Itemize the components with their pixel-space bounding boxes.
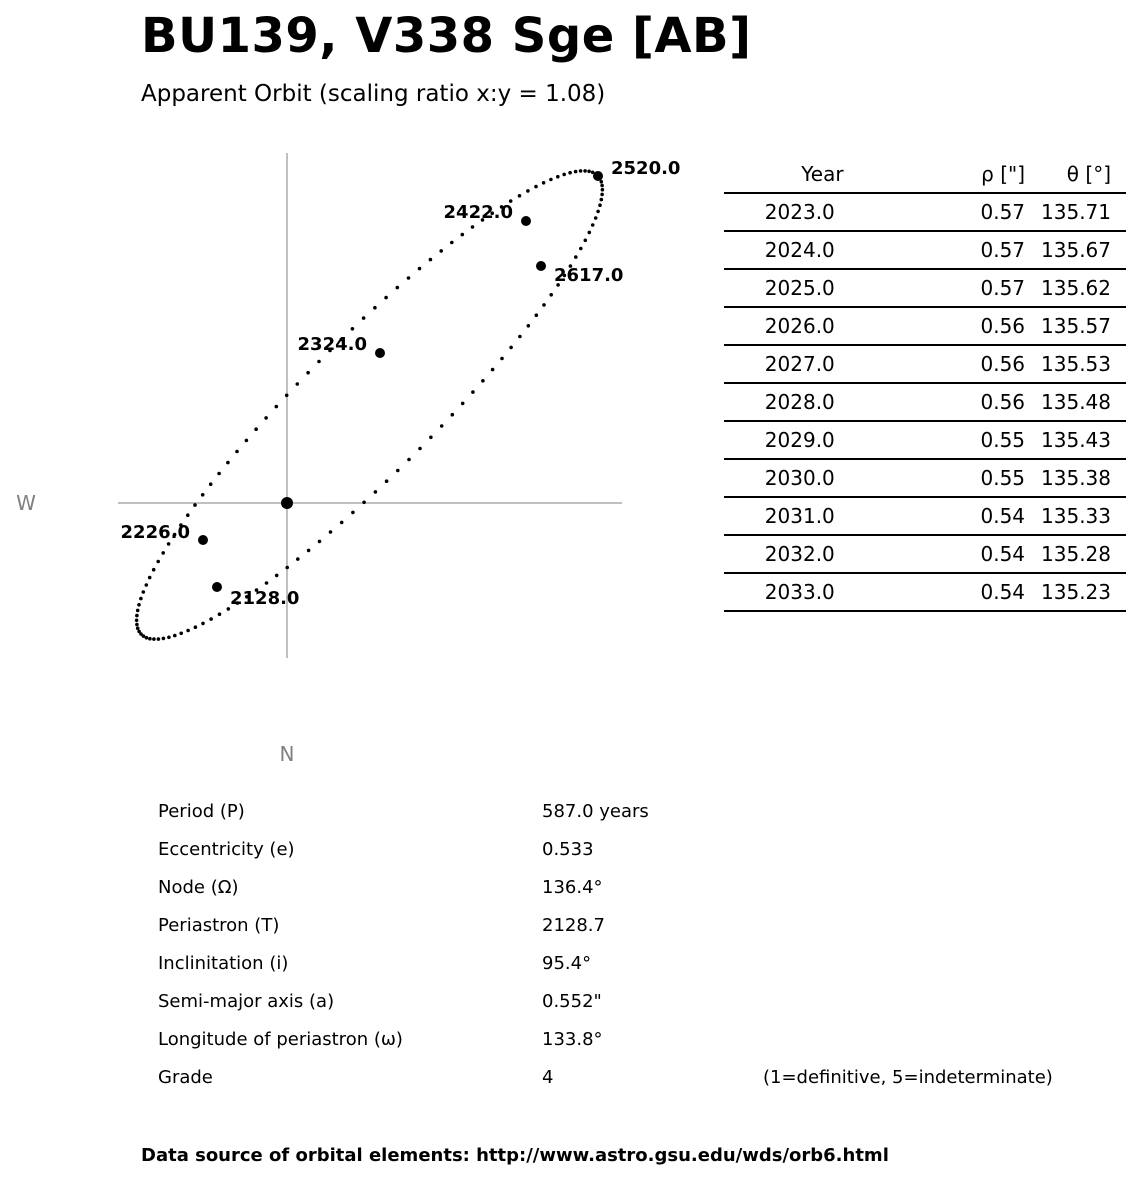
element-row [158,831,1118,869]
orbit-point [534,185,538,189]
ephemeris-row [724,497,1126,535]
element-row [158,983,1118,1021]
orbit-point [418,267,422,271]
orbit-point [135,623,139,627]
theta-cell: 135.62 [1041,269,1126,307]
orbital-elements-list [158,793,1118,1097]
orbit-point [535,313,539,317]
orbit-point [450,241,454,245]
orbit-point [217,472,221,476]
orbit-point [135,614,139,618]
orbit-point [373,306,377,310]
element-row [158,869,1118,907]
orbit-point [549,293,553,297]
orbit-point [296,557,300,561]
orbit-point [307,549,311,553]
orbit-point [491,368,495,372]
epoch-point [198,535,208,545]
orbit-point [162,637,166,641]
theta-cell: 135.67 [1041,231,1126,269]
rho-cell: 0.55 [876,459,1041,497]
orbit-point [429,258,433,262]
orbit-point [186,513,190,517]
element-value: 2128.7 [542,915,605,936]
year-cell: 2027.0 [724,345,876,383]
ephemeris-row [724,573,1126,611]
orbit-point [209,617,213,621]
rho-cell: 0.57 [876,269,1041,307]
orbit-point [137,630,141,634]
epoch-label: 2128.0 [230,588,300,609]
rho-cell: 0.56 [876,307,1041,345]
ephemeris-row [724,535,1126,573]
orbit-point [542,303,546,307]
orbit-point [587,170,591,174]
orbit-point [451,413,455,417]
orbit-point [440,424,444,428]
data-source-note: Data source of orbital elements: http://www.astro.gsu.edu/wds/orb6.html [141,1145,889,1166]
orbit-point [142,590,146,594]
year-cell: 2024.0 [724,231,876,269]
orbit-point [374,490,378,494]
orbit-point [264,416,268,420]
orbit-point [584,239,588,243]
orbit-point [254,427,258,431]
ephemeris-header-row [724,156,1126,193]
west-label: W [16,491,36,515]
orbit-point [471,390,475,394]
orbit-point [136,626,140,630]
element-name: Semi-major axis (a) [158,991,335,1012]
orbit-point [579,169,583,173]
element-row [158,1059,1118,1097]
ephemeris-row [724,459,1126,497]
orbit-point [542,181,546,185]
theta-cell: 135.23 [1041,573,1126,611]
epoch-label: 2422.0 [443,202,513,223]
element-row [158,907,1118,945]
orbit-point [600,184,604,188]
orbit-point [549,178,553,182]
element-name: Node (Ω) [158,877,239,898]
orbit-point [594,216,598,220]
orbit-point [179,632,183,636]
element-value: 136.4° [542,877,603,898]
epoch-point [212,582,222,592]
rho-cell: 0.54 [876,535,1041,573]
orbit-point [226,461,230,465]
orbit-point [167,636,171,640]
element-note: (1=definitive, 5=indeterminate) [763,1067,1053,1088]
orbit-point [194,625,198,629]
theta-cell: 135.38 [1041,459,1126,497]
chart-title: BU139, V338 Sge [AB] [141,8,752,64]
orbit-point [218,612,222,616]
orbit-point [201,493,205,497]
rho-cell: 0.54 [876,497,1041,535]
orbit-point [173,634,177,638]
rho-cell: 0.56 [876,345,1041,383]
orbit-point [600,198,604,202]
orbit-point [588,231,592,235]
year-cell: 2032.0 [724,535,876,573]
orbit-point [500,357,504,361]
orbit-point [362,316,366,320]
orbit-point [351,511,355,515]
ephemeris-row [724,345,1126,383]
theta-cell: 135.57 [1041,307,1126,345]
orbit-point [135,619,139,623]
chart-subtitle: Apparent Orbit (scaling ratio x:y = 1.08) [141,81,606,107]
orbit-point [471,225,475,229]
epoch-point [521,216,531,226]
orbit-point [429,436,433,440]
north-label: N [279,742,295,766]
orbit-point [209,482,213,486]
theta-cell: 135.71 [1041,193,1126,231]
epoch-markers [121,158,681,609]
orbit-point [329,530,333,534]
element-row [158,793,1118,831]
orbit-point [518,194,522,198]
orbit-point [285,566,289,570]
element-name: Inclinitation (i) [158,953,289,974]
orbit-point [275,574,279,578]
orbit-point [385,479,389,483]
primary-star-marker [281,497,293,509]
orbit-point [306,371,310,375]
theta-cell: 135.53 [1041,345,1126,383]
orbit-point [137,603,141,607]
orbit-point [509,346,513,350]
orbit-point [362,501,366,505]
element-value: 133.8° [542,1029,603,1050]
orbit-point [439,249,443,253]
orbit-point [601,188,605,192]
rho-cell: 0.55 [876,421,1041,459]
orbit-point [461,233,465,237]
year-cell: 2031.0 [724,497,876,535]
element-value: 587.0 years [542,801,649,822]
orbit-track [135,169,604,641]
epoch-label: 2617.0 [554,265,624,286]
theta-header: θ [°] [1041,156,1126,193]
orbit-point [161,551,165,555]
element-name: Eccentricity (e) [158,839,295,860]
epoch-label: 2520.0 [611,158,681,179]
orbit-point [407,458,411,462]
epoch-label: 2226.0 [120,522,190,543]
orbit-point [579,247,583,251]
rho-header: ρ ["] [876,156,1041,193]
orbit-point [201,622,205,626]
rho-cell: 0.57 [876,231,1041,269]
orbit-point [235,450,239,454]
orbit-point [275,405,279,409]
orbit-point [351,327,355,331]
orbit-point [583,169,587,173]
orbit-point [396,286,400,290]
element-value: 4 [542,1067,554,1088]
orbit-point [157,637,161,641]
orbit-point [265,581,269,585]
orbit-point [245,439,249,443]
orbit-point [481,379,485,383]
orbit-point [461,402,465,406]
rho-cell: 0.54 [876,573,1041,611]
element-value: 95.4° [542,953,592,974]
orbit-point [317,360,321,364]
orbit-point [148,637,152,641]
ephemeris-row [724,193,1126,231]
orbit-point [318,540,322,544]
rho-cell: 0.57 [876,193,1041,231]
epoch-point [375,348,385,358]
orbit-point [568,171,572,175]
orbit-point [152,568,156,572]
ephemeris-row [724,269,1126,307]
year-cell: 2028.0 [724,383,876,421]
element-name: Periastron (T) [158,915,280,936]
element-row [158,1021,1118,1059]
theta-cell: 135.33 [1041,497,1126,535]
year-cell: 2033.0 [724,573,876,611]
orbit-point [591,223,595,227]
orbit-point [139,597,143,601]
orbit-point [596,210,600,214]
year-cell: 2030.0 [724,459,876,497]
orbit-point [562,173,566,177]
orbit-point [600,193,604,197]
orbit-point [384,296,388,300]
orbit-point [527,324,531,328]
orbit-point [396,469,400,473]
orbit-point [152,637,156,641]
ephemeris-row [724,421,1126,459]
orbit-point [526,189,530,193]
orbit-point [518,335,522,339]
orbit-point [340,521,344,525]
ephemeris-row [724,231,1126,269]
element-name: Period (P) [158,801,245,822]
year-cell: 2029.0 [724,421,876,459]
rho-cell: 0.56 [876,383,1041,421]
orbit-point [418,447,422,451]
orbit-point [285,394,289,398]
orbit-point [296,382,300,386]
year-header: Year [724,156,876,193]
orbit-point [407,276,411,280]
epoch-label: 2324.0 [297,334,367,355]
theta-cell: 135.28 [1041,535,1126,573]
element-value: 0.533 [542,839,594,860]
orbit-point [145,583,149,587]
year-cell: 2023.0 [724,193,876,231]
orbit-point [598,203,602,207]
element-name: Grade [158,1067,213,1088]
ephemeris-row [724,383,1126,421]
orbit-point [148,576,152,580]
orbit-point [556,175,560,179]
orbit-point [186,629,190,633]
element-name: Longitude of periastron (ω) [158,1029,403,1050]
epoch-point [536,261,546,271]
orbit-point [574,255,578,259]
ephemeris-table [724,156,1126,612]
orbit-point [574,170,578,174]
theta-cell: 135.43 [1041,421,1126,459]
year-cell: 2026.0 [724,307,876,345]
theta-cell: 135.48 [1041,383,1126,421]
orbit-plot [0,140,700,780]
year-cell: 2025.0 [724,269,876,307]
orbit-point [136,609,140,613]
element-value: 0.552" [542,991,602,1012]
orbit-point [193,503,197,507]
epoch-point [593,171,603,181]
ephemeris-row [724,307,1126,345]
orbit-point [156,560,160,564]
element-row [158,945,1118,983]
